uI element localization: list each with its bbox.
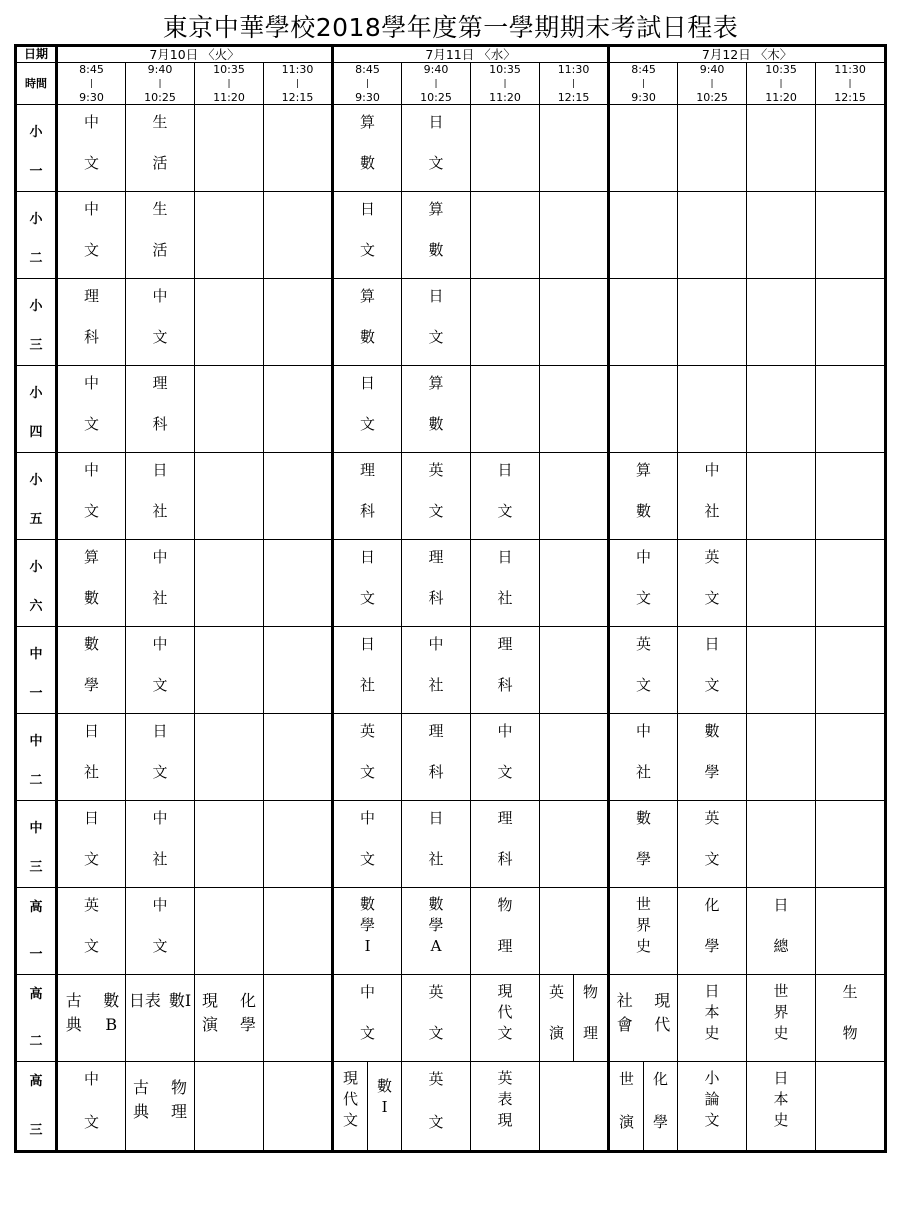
grade-row-h3 (16, 1062, 886, 1152)
start-time: 9:40 (678, 63, 747, 78)
date-day1: 7月10日 〈火〉 (57, 46, 333, 63)
time-separator: | (126, 77, 195, 91)
exam-cell: 中 文 (57, 1062, 126, 1152)
date-label: 日期 (16, 46, 57, 63)
grade-char: 小 (29, 125, 43, 140)
time-separator: | (540, 77, 609, 91)
exam-cell: 日 社 (333, 627, 402, 714)
empty-cell (747, 801, 816, 888)
grade-row-h2 (16, 975, 886, 1062)
empty-cell (816, 453, 886, 540)
start-time: 8:45 (333, 63, 402, 78)
end-time: 12:15 (540, 91, 609, 105)
end-time: 11:20 (471, 91, 540, 105)
empty-cell (264, 627, 333, 714)
start-time: 11:30 (264, 63, 333, 78)
exam-cell: 算 數 (333, 279, 402, 366)
empty-cell (540, 888, 609, 975)
exam-cell: 理 科 (333, 453, 402, 540)
exam-cell: 英 文 (402, 453, 471, 540)
time-separator: | (402, 77, 471, 91)
end-time: 10:25 (402, 91, 471, 105)
grade-label: 小 二 (16, 192, 57, 279)
start-time: 9:40 (126, 63, 195, 78)
exam-cell: 中 文 (57, 105, 126, 192)
exam-cell: 日 文 (57, 801, 126, 888)
empty-cell (471, 279, 540, 366)
time-start-row (16, 63, 886, 78)
empty-cell (471, 105, 540, 192)
exam-cell: 日 文 (402, 105, 471, 192)
grade-label: 中 二 (16, 714, 57, 801)
exam-cell: 現演 化學 (195, 975, 264, 1062)
exam-cell: 算 數 (609, 453, 678, 540)
empty-cell (195, 192, 264, 279)
empty-cell (747, 279, 816, 366)
empty-cell (540, 1062, 609, 1152)
time-separator: | (195, 77, 264, 91)
exam-cell: 中 社 (678, 453, 747, 540)
time-separator: | (678, 77, 747, 91)
exam-cell: 古典 數B (57, 975, 126, 1062)
empty-cell (195, 801, 264, 888)
start-time: 8:45 (57, 63, 126, 78)
empty-cell (609, 192, 678, 279)
start-time: 8:45 (609, 63, 678, 78)
grade-label: 小 三 (16, 279, 57, 366)
empty-cell (195, 1062, 264, 1152)
exam-cell: 中 文 (126, 888, 195, 975)
exam-cell: 理 科 (471, 801, 540, 888)
empty-cell (264, 279, 333, 366)
exam-cell: 英 文 (678, 540, 747, 627)
end-time: 9:30 (57, 91, 126, 105)
time-separator: | (609, 77, 678, 91)
exam-cell: 日 文 (126, 714, 195, 801)
exam-cell: 理 科 (402, 540, 471, 627)
exam-cell: 生 活 (126, 192, 195, 279)
exam-cell: 英 表 現 (471, 1062, 540, 1152)
exam-cell: 日 社 (402, 801, 471, 888)
end-time: 10:25 (126, 91, 195, 105)
empty-cell (747, 105, 816, 192)
exam-cell: 日 文 (333, 192, 402, 279)
time-separator: | (816, 77, 886, 91)
empty-cell (195, 627, 264, 714)
empty-cell (816, 105, 886, 192)
exam-cell: 日 文 (678, 627, 747, 714)
empty-cell (264, 801, 333, 888)
exam-cell: 中 文 (126, 279, 195, 366)
empty-cell (540, 540, 609, 627)
start-time: 10:35 (747, 63, 816, 78)
empty-cell (816, 714, 886, 801)
empty-cell (816, 1062, 886, 1152)
grade-label: 小 四 (16, 366, 57, 453)
exam-cell: 生 活 (126, 105, 195, 192)
empty-cell (816, 801, 886, 888)
empty-cell (609, 366, 678, 453)
exam-cell: 生 物 (816, 975, 886, 1062)
date-header-row (16, 46, 886, 63)
exam-cell: 日 文 (402, 279, 471, 366)
empty-cell (816, 279, 886, 366)
time-sep-row (16, 77, 886, 91)
empty-cell (678, 192, 747, 279)
exam-cell: 中 社 (126, 540, 195, 627)
exam-cell: 中 社 (609, 714, 678, 801)
exam-cell: 中 文 (471, 714, 540, 801)
empty-cell (195, 888, 264, 975)
grade-label: 高 三 (16, 1062, 57, 1152)
grade-row-h1 (16, 888, 886, 975)
end-time: 9:30 (333, 91, 402, 105)
exam-cell: 數 學 A (402, 888, 471, 975)
grade-row-s3 (16, 279, 886, 366)
exam-cell: 理 科 (471, 627, 540, 714)
exam-cell: 日 本 史 (747, 1062, 816, 1152)
exam-cell: 中 文 (57, 366, 126, 453)
exam-cell: 英 文 (402, 975, 471, 1062)
start-time: 11:30 (540, 63, 609, 78)
empty-cell (195, 105, 264, 192)
exam-cell: 算 數 (57, 540, 126, 627)
grade-row-m1 (16, 627, 886, 714)
exam-cell: 英 文 (57, 888, 126, 975)
empty-cell (540, 627, 609, 714)
empty-cell (747, 453, 816, 540)
end-time: 11:20 (195, 91, 264, 105)
end-time: 12:15 (816, 91, 886, 105)
time-separator: | (747, 77, 816, 91)
end-time: 9:30 (609, 91, 678, 105)
exam-cell: 日 文 (333, 540, 402, 627)
grade-row-m3 (16, 801, 886, 888)
empty-cell (264, 366, 333, 453)
end-time: 10:25 (678, 91, 747, 105)
grade-label: 中 三 (16, 801, 57, 888)
start-time: 10:35 (471, 63, 540, 78)
empty-cell (816, 627, 886, 714)
empty-cell (678, 366, 747, 453)
exam-cell: 世 界 史 (747, 975, 816, 1062)
empty-cell (747, 714, 816, 801)
empty-cell (195, 279, 264, 366)
empty-cell (540, 279, 609, 366)
exam-cell-split: 世 演 化 學 (609, 1062, 678, 1152)
exam-cell: 中 社 (126, 801, 195, 888)
grade-label: 高 一 (16, 888, 57, 975)
empty-cell (747, 540, 816, 627)
grade-row-s1 (16, 105, 886, 192)
grade-row-m2 (16, 714, 886, 801)
start-time: 10:35 (195, 63, 264, 78)
empty-cell (678, 279, 747, 366)
time-label: 時間 (16, 63, 57, 105)
exam-cell-split: 現 代 文 數 I (333, 1062, 402, 1152)
empty-cell (264, 1062, 333, 1152)
exam-cell: 日 社 (126, 453, 195, 540)
page-title: 東京中華學校2018學年度第一學期期末考試日程表 (162, 13, 739, 42)
grade-row-s4 (16, 366, 886, 453)
empty-cell (264, 714, 333, 801)
grade-label: 高 二 (16, 975, 57, 1062)
start-time: 9:40 (402, 63, 471, 78)
exam-cell: 算 數 (333, 105, 402, 192)
empty-cell (264, 105, 333, 192)
exam-cell: 日 文 (333, 366, 402, 453)
empty-cell (609, 279, 678, 366)
empty-cell (195, 366, 264, 453)
exam-cell: 理 科 (57, 279, 126, 366)
grade-row-s5 (16, 453, 886, 540)
start-time: 11:30 (816, 63, 886, 78)
exam-cell: 英 文 (678, 801, 747, 888)
empty-cell (816, 366, 886, 453)
end-time: 11:20 (747, 91, 816, 105)
empty-cell (678, 105, 747, 192)
empty-cell (540, 453, 609, 540)
exam-cell: 中 文 (57, 453, 126, 540)
exam-cell: 世 界 史 (609, 888, 678, 975)
empty-cell (195, 453, 264, 540)
exam-cell: 中 文 (126, 627, 195, 714)
exam-cell: 日 總 (747, 888, 816, 975)
grade-label (16, 105, 57, 192)
grade-label: 中 一 (16, 627, 57, 714)
grade-row-s6 (16, 540, 886, 627)
exam-cell: 數 學 I (333, 888, 402, 975)
empty-cell (264, 888, 333, 975)
exam-schedule-table (14, 44, 887, 1153)
exam-cell: 日 社 (57, 714, 126, 801)
empty-cell (816, 888, 886, 975)
exam-cell: 日 本 史 (678, 975, 747, 1062)
time-end-row (16, 91, 886, 105)
empty-cell (540, 192, 609, 279)
empty-cell (540, 105, 609, 192)
empty-cell (195, 714, 264, 801)
empty-cell (747, 366, 816, 453)
exam-cell: 化 學 (678, 888, 747, 975)
empty-cell (264, 975, 333, 1062)
empty-cell (816, 192, 886, 279)
grade-char: 一 (29, 164, 43, 179)
time-separator: | (471, 77, 540, 91)
exam-cell: 中 文 (609, 540, 678, 627)
empty-cell (471, 192, 540, 279)
exam-cell: 英 文 (402, 1062, 471, 1152)
exam-cell: 現 代 文 (471, 975, 540, 1062)
exam-cell: 數 學 (609, 801, 678, 888)
exam-cell: 日 社 (471, 540, 540, 627)
exam-cell: 英 文 (333, 714, 402, 801)
exam-cell: 數 學 (57, 627, 126, 714)
empty-cell (609, 105, 678, 192)
exam-cell: 算 數 (402, 366, 471, 453)
time-separator: | (57, 77, 126, 91)
exam-cell: 英 文 (609, 627, 678, 714)
exam-cell: 數 學 (678, 714, 747, 801)
end-time: 12:15 (264, 91, 333, 105)
exam-cell: 物 理 (471, 888, 540, 975)
exam-cell: 社會 現代 (609, 975, 678, 1062)
date-day3: 7月12日 〈木〉 (609, 46, 886, 63)
empty-cell (747, 627, 816, 714)
empty-cell (540, 366, 609, 453)
exam-cell: 小 論 文 (678, 1062, 747, 1152)
exam-cell: 日表 數I (126, 975, 195, 1062)
time-separator: | (333, 77, 402, 91)
grade-label: 小 五 (16, 453, 57, 540)
exam-cell: 中 社 (402, 627, 471, 714)
empty-cell (264, 192, 333, 279)
empty-cell (540, 714, 609, 801)
empty-cell (747, 192, 816, 279)
exam-cell: 中 文 (333, 975, 402, 1062)
grade-row-s2 (16, 192, 886, 279)
date-day2: 7月11日 〈水〉 (333, 46, 609, 63)
exam-cell: 日 文 (471, 453, 540, 540)
empty-cell (471, 366, 540, 453)
exam-cell: 古典 物理 (126, 1062, 195, 1152)
empty-cell (816, 540, 886, 627)
empty-cell (264, 453, 333, 540)
exam-cell: 理 科 (126, 366, 195, 453)
time-separator: | (264, 77, 333, 91)
exam-cell: 算 數 (402, 192, 471, 279)
exam-cell: 理 科 (402, 714, 471, 801)
exam-cell-split: 英 演 物 理 (540, 975, 609, 1062)
empty-cell (195, 540, 264, 627)
exam-cell: 中 文 (57, 192, 126, 279)
empty-cell (540, 801, 609, 888)
grade-label: 小 六 (16, 540, 57, 627)
exam-cell: 中 文 (333, 801, 402, 888)
empty-cell (264, 540, 333, 627)
